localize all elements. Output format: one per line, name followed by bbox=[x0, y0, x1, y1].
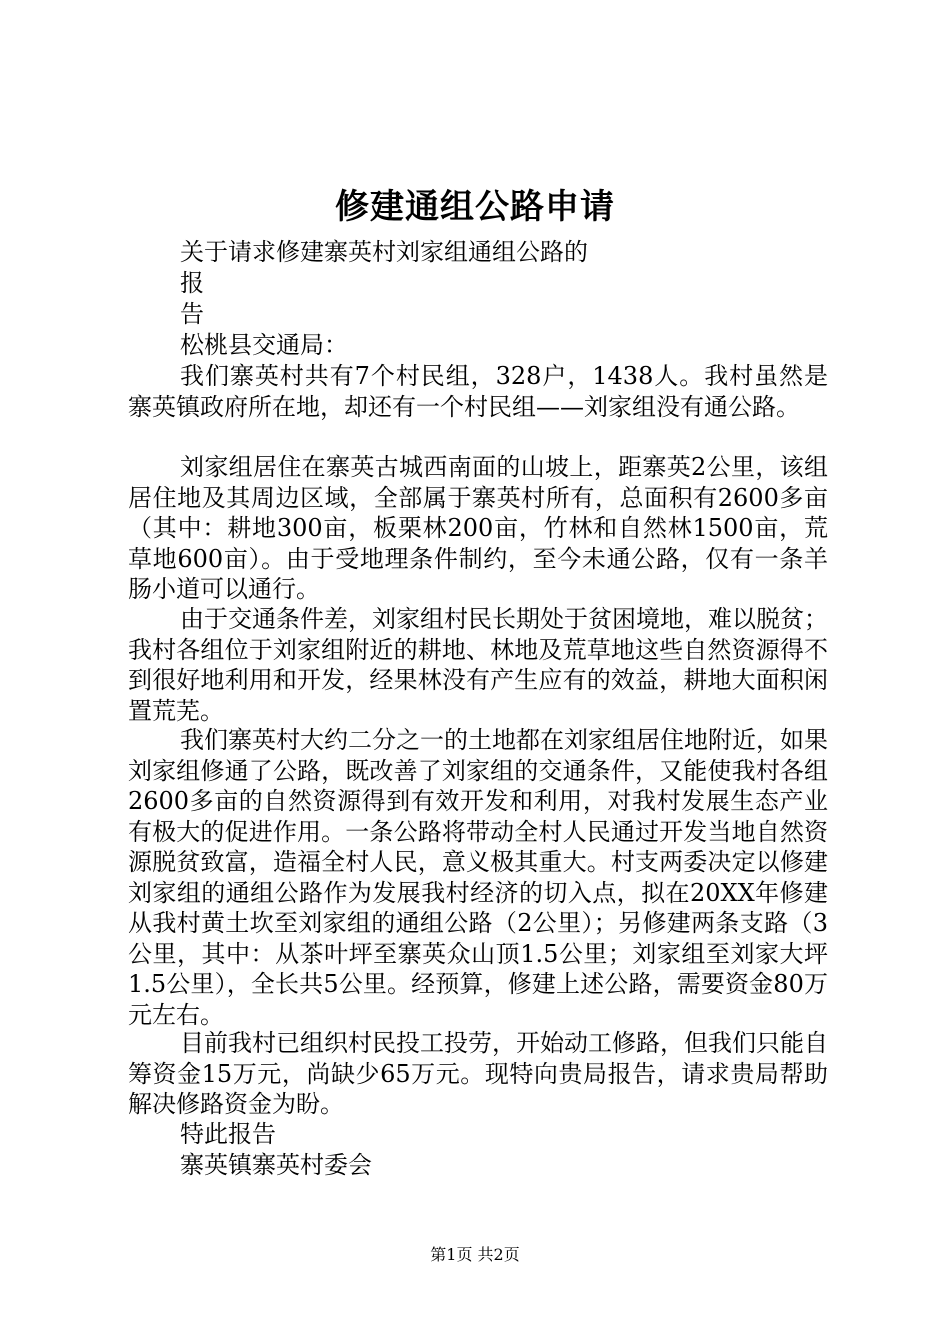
document-title: 修建通组公路申请 bbox=[335, 187, 615, 227]
body-paragraph: 目前我村已组织村民投工投劳，开始动工修路，但我们只能自筹资金15万元，尚缺少65万元。现特向贵局报告，请求贵局帮助解决修路资金为盼。 bbox=[128, 1029, 828, 1118]
body-paragraph: 刘家组居住在寨英古城西南面的山坡上，距寨英2公里，该组居住地及其周边区域，全部属于寨英村所有，总面积有2600多亩（其中：耕地300亩，板栗林200亩，竹林和自然林1500亩，荒草地600亩）。由于受地理条件制约，至今未通公路，仅有一条羊肠小道可以通行。 bbox=[128, 453, 828, 603]
body-paragraph: 我们寨英村大约二分之一的土地都在刘家组居住地附近，如果刘家组修通了公路，既改善了刘家组的交通条件，又能使我村各组2600多亩的自然资源得到有效开发和利用，对我村发展生态产业有极大的促进作用。一条公路将带动全村人民通过开发当地自然资源脱贫致富，造福全村人民，意义极其重大。村支两委决定以修建刘家组的通组公路作为发展我村经济的切入点，拟在20XX年修建从我村黄土坎至刘家组的通组公路（2公里）；另修建两条支路（3公里，其中：从茶叶坪至寨英众山顶1.5公里；刘家组至刘家大坪1.5公里），全长共5公里。经预算，修建上述公路，需要资金80万元左右。 bbox=[128, 726, 828, 1029]
body-paragraph: 我们寨英村共有7个村民组，328户，1438人。我村虽然是寨英镇政府所在地，却还有一个村民组——刘家组没有通公路。 bbox=[128, 362, 828, 421]
page-footer: 第1页 共2页 bbox=[430, 1245, 520, 1264]
subject-line: 报 bbox=[180, 269, 204, 297]
signature: 寨英镇寨英村委会 bbox=[180, 1151, 372, 1179]
closing-line: 特此报告 bbox=[180, 1120, 276, 1148]
body-paragraph: 由于交通条件差，刘家组村民长期处于贫困境地，难以脱贫；我村各组位于刘家组附近的耕地、林地及荒草地这些自然资源得不到很好地利用和开发，经果林没有产生应有的效益，耕地大面积闲置荒芜。 bbox=[128, 605, 828, 725]
addressee: 松桃县交通局： bbox=[180, 331, 348, 359]
subject-line: 关于请求修建寨英村刘家组通组公路的 bbox=[180, 238, 588, 266]
subject-line: 告 bbox=[180, 300, 204, 328]
